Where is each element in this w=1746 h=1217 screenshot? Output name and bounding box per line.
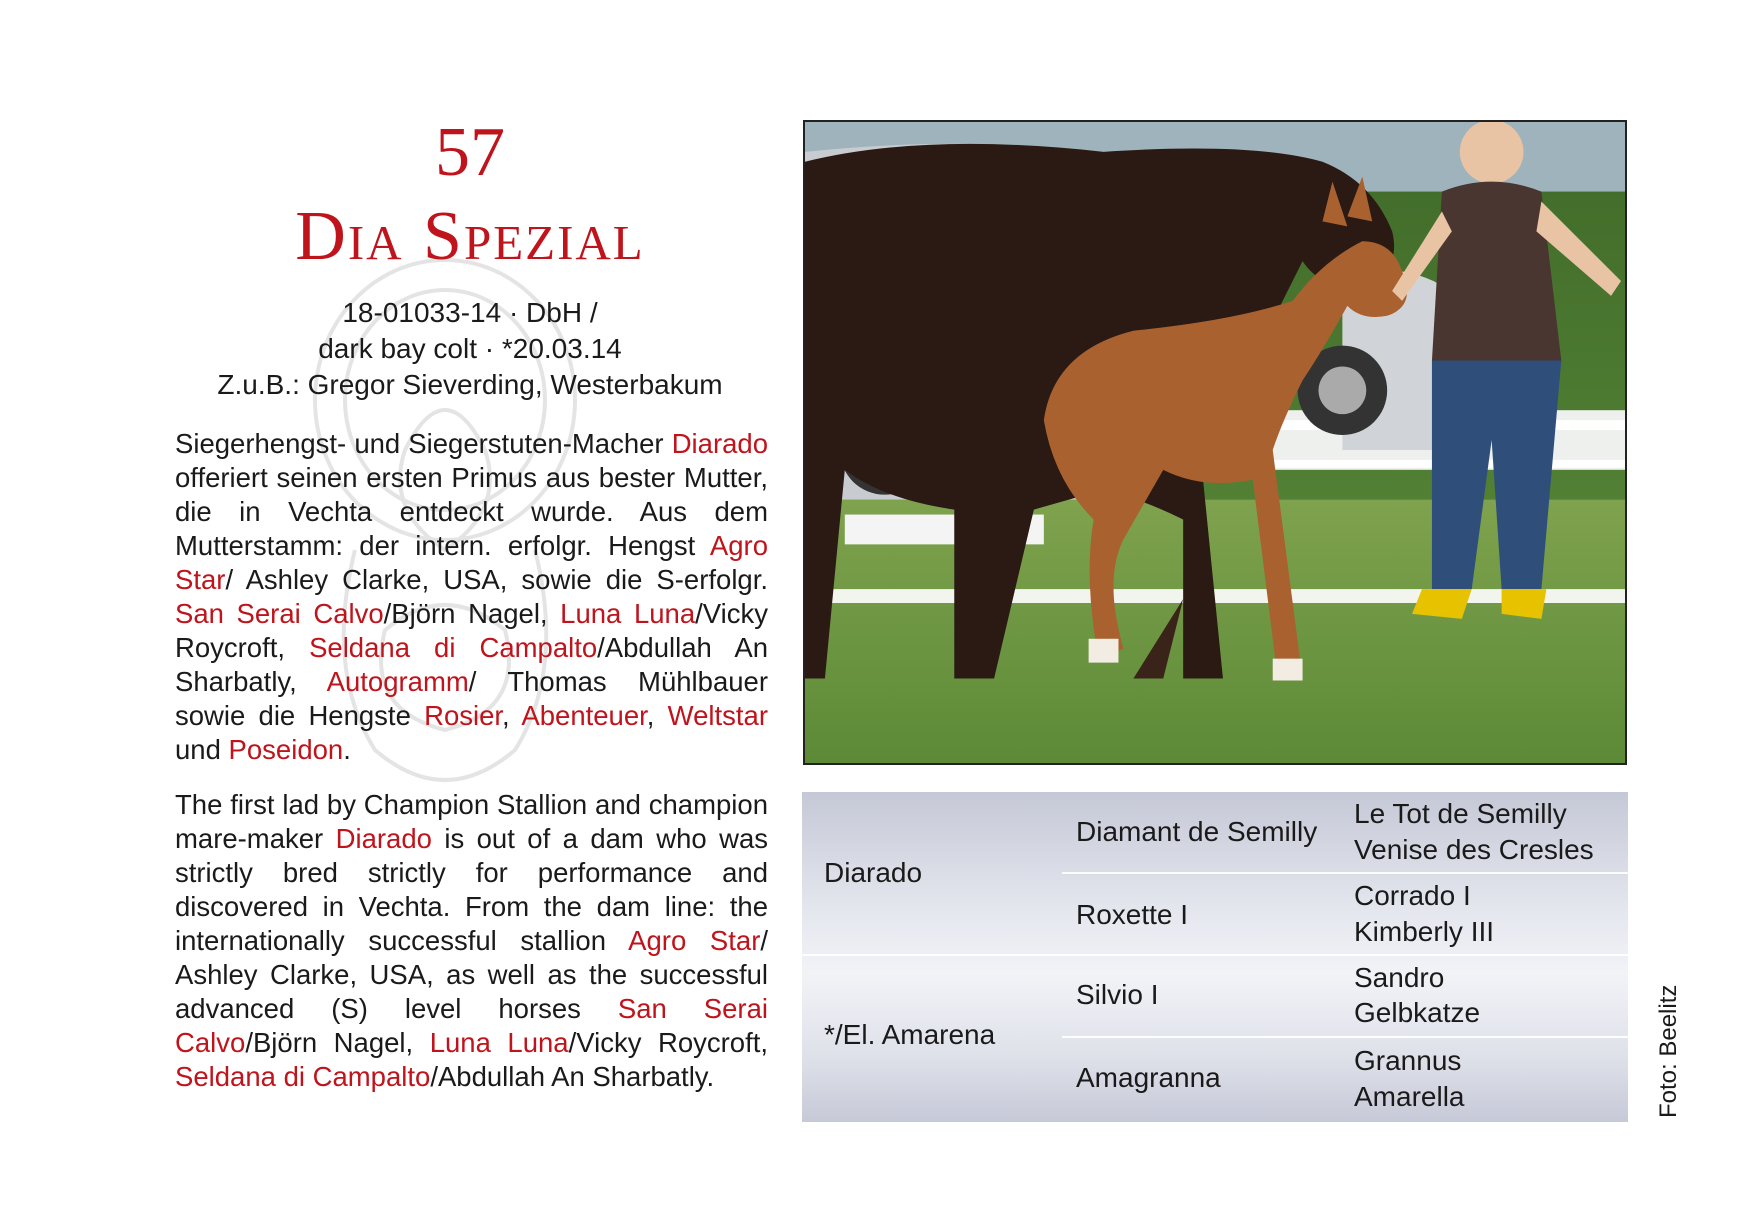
horse-name: Dia Spezial (295, 198, 645, 275)
text-segment: is out of a dam who was strictly bred strictly for performance and discovered in Vechta. From the dam line: the internationally successful stallion (175, 823, 769, 956)
horse-name-link: San Serai Calvo (175, 598, 384, 629)
horse-name-link: Poseidon (228, 734, 344, 765)
text-segment: /Vicky Roycroft, (568, 1027, 768, 1058)
pedigree-sire-dam: Roxette I (1076, 899, 1189, 930)
text-segment: / Thomas Mühlbauer sowie die Hengste (175, 666, 768, 731)
horse-name-link: Diarado (671, 428, 768, 459)
horse-name-link: Rosier (424, 700, 503, 731)
horse-name-link: San Serai Calvo (175, 993, 768, 1058)
pedigree-ssd: Venise des Cresles (1354, 834, 1594, 865)
pedigree-dam-dam: Amagranna (1076, 1062, 1221, 1093)
text-segment: offeriert seinen ersten Primus aus bester Mutter, die in Vechta entdeckt wurde. Aus dem Mutterstamm: der intern. erfolgr. Hengst (175, 462, 768, 561)
pedigree-divider (802, 954, 1628, 956)
description-german (175, 427, 768, 767)
horse-meta (170, 295, 770, 403)
pedigree-sire-sire: Diamant de Semilly (1076, 816, 1318, 847)
text-segment: und (175, 734, 229, 765)
text-segment: The first lad by Champion Stallion and champion mare-maker (175, 789, 768, 854)
text-segment: /Björn Nagel, (383, 598, 561, 629)
pedigree-table (802, 792, 1628, 1122)
text-segment: /Vicky Roycroft, (175, 598, 768, 663)
description-english (175, 788, 768, 1094)
meta-description: dark bay colt · *20.03.14 (318, 333, 622, 364)
horse-name-link: Luna Luna (560, 598, 696, 629)
horse-name-link: Diarado (335, 823, 432, 854)
text-segment: /Björn Nagel, (245, 1027, 430, 1058)
pedigree-sdd: Kimberly III (1354, 916, 1495, 947)
horse-name-link: Luna Luna (429, 1027, 569, 1058)
pedigree-divider (1062, 872, 1628, 874)
text-segment: /Abdullah An Sharbatly. (430, 1061, 715, 1092)
pedigree-dsd: Gelbkatze (1354, 997, 1481, 1028)
pedigree-dss: Sandro (1354, 962, 1445, 993)
text-segment: , (502, 700, 522, 731)
pedigree-sire: Diarado (824, 857, 923, 888)
horse-name-link: Weltstar (667, 700, 768, 731)
horse-name-link: Seldana di Campalto (175, 1061, 431, 1092)
pedigree-divider (1062, 1036, 1628, 1038)
horse-name-link: Agro Star (628, 925, 761, 956)
lot-number: 57 (435, 114, 505, 191)
pedigree-sss: Le Tot de Semilly (1354, 798, 1567, 829)
text-segment: , (646, 700, 668, 731)
meta-registration: 18-01033-14 · DbH / (342, 297, 598, 328)
pedigree-dds: Grannus (1354, 1045, 1462, 1076)
horse-name-link: Autogramm (326, 666, 469, 697)
text-segment: . (343, 734, 351, 765)
text-segment: /Abdullah An Sharbatly, (175, 632, 768, 697)
horse-name-link: Seldana di Campalto (309, 632, 598, 663)
horse-name-link: Agro Star (175, 530, 768, 595)
text-segment: / Ashley Clarke, USA, as well as the successful advanced (S) level horses (175, 925, 769, 1024)
horse-name-link: Abenteuer (521, 700, 647, 731)
horse-photo (803, 120, 1627, 765)
photo-credit: Foto: Beelitz (1655, 984, 1682, 1118)
text-segment: Siegerhengst- und Siegerstuten-Macher (175, 428, 672, 459)
meta-breeder: Z.u.B.: Gregor Sieverding, Westerbakum (217, 369, 723, 400)
pedigree-sds: Corrado I (1354, 880, 1471, 911)
pedigree-dam-sire: Silvio I (1076, 979, 1159, 1010)
pedigree-ddd: Amarella (1354, 1081, 1465, 1112)
text-segment: / Ashley Clarke, USA, sowie die S-erfolgr. (225, 564, 768, 595)
foal-and-mare-illustration (805, 122, 1625, 763)
pedigree-dam: */El. Amarena (824, 1019, 996, 1050)
